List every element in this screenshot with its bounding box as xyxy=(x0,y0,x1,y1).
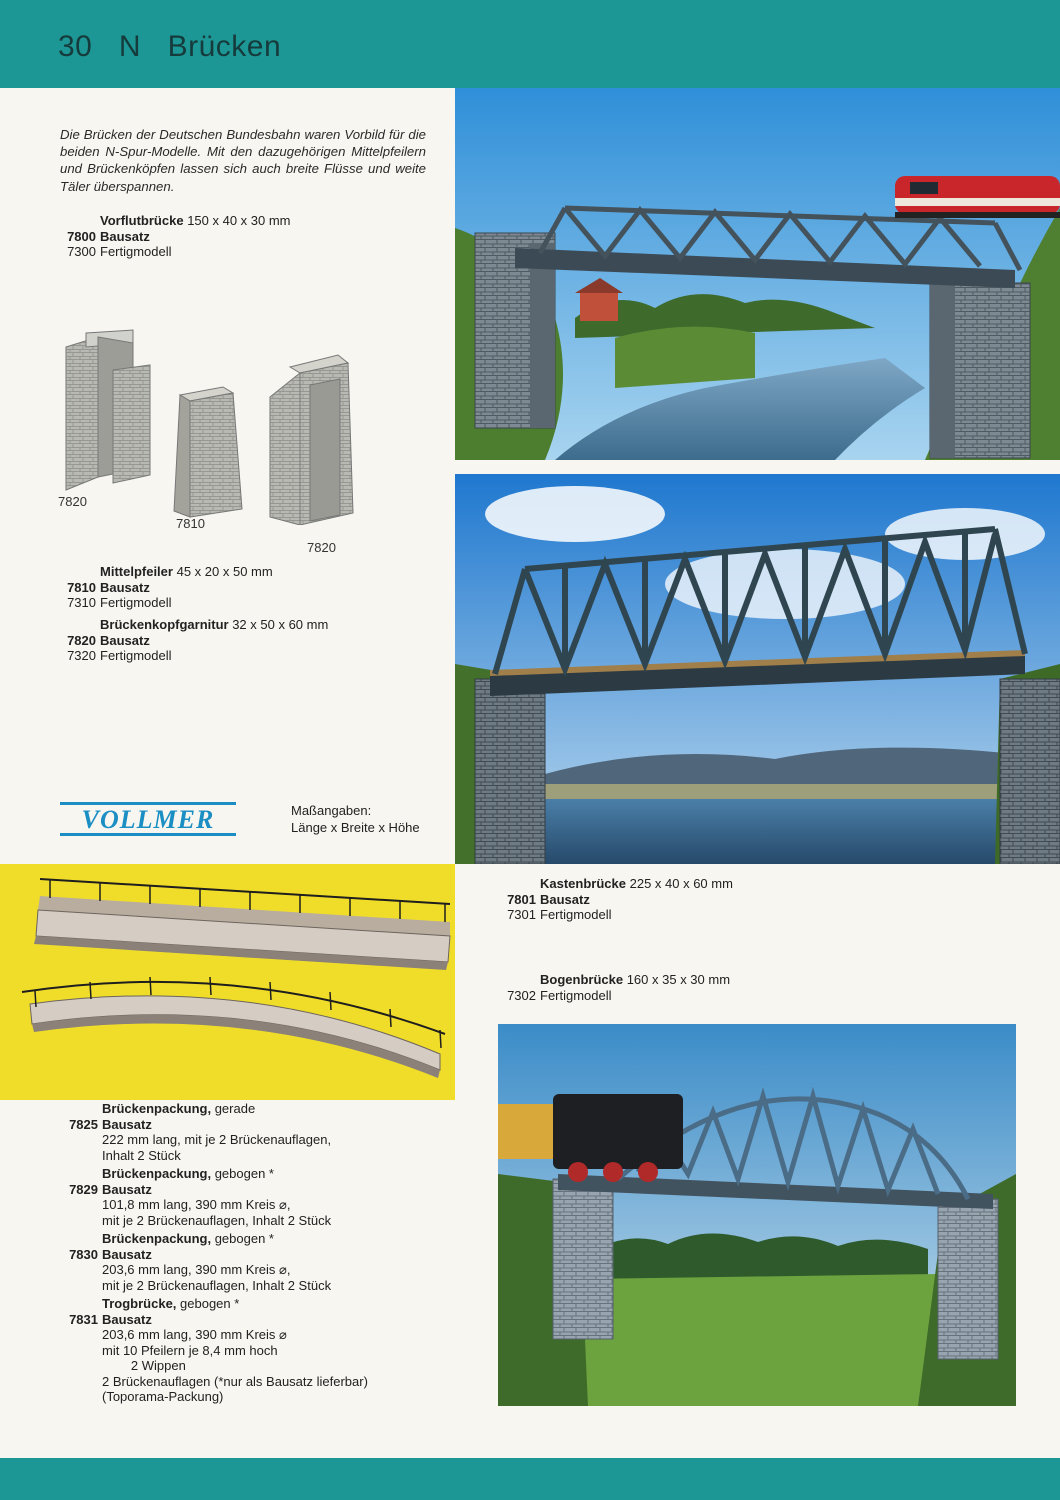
mittelpfeiler-entry: Mittelpfeiler 45 x 20 x 50 mm 7810 Bausatz 7310 Fertigmodell xyxy=(67,564,273,610)
kastenbruecke-entry: Kastenbrücke 225 x 40 x 60 mm 7801 Bausatz 7301 Fertigmodell xyxy=(507,876,733,922)
page-title: 30 N Brücken xyxy=(58,30,282,63)
pier-caption-right: 7820 xyxy=(307,540,336,555)
intro-text: Die Brücken der Deutschen Bundesbahn waren Vorbild für die beiden N-Spur-Modelle. Mit den dazugehörigen Mittelpfeilern und Brückenköpfen lassen sich auch breite Flüsse und weite Täler überspannen. xyxy=(60,127,426,194)
vorflutbruecke-photo xyxy=(455,88,1060,460)
svg-text:VOLLMER: VOLLMER xyxy=(81,805,215,834)
pack-7829: Brückenpackung, gebogen * 7829 Bausatz 101,8 mm lang, 390 mm Kreis ⌀, mit je 2 Brückenauflagen, Inhalt 2 Stück xyxy=(69,1166,332,1228)
pack-7825: Brückenpackung, gerade 7825 Bausatz 222 mm lang, mit je 2 Brückenauflagen, Inhalt 2 Stück xyxy=(69,1101,332,1163)
bridge-packs-image xyxy=(0,864,455,1100)
pier-caption-left: 7820 xyxy=(58,494,87,509)
kastenbruecke-photo xyxy=(455,474,1060,864)
pier-models-photo xyxy=(58,325,358,525)
vorflutbruecke-entry: Vorflutbrücke 150 x 40 x 30 mm 7800 Bausatz 7300 Fertigmodell xyxy=(67,213,291,259)
bridge-packs-panel xyxy=(0,864,455,1100)
pack-7831: Trogbrücke, gebogen * 7831 Bausatz 203,6 mm lang, 390 mm Kreis ⌀ mit 10 Pfeilern je 8,4 mm hoch 2 Wippen 2 Brückenauflagen (*nur als Bausatz lieferbar) (Toporama-Packung) xyxy=(69,1296,368,1404)
bridge-packs-list xyxy=(60,1101,445,1405)
bogenbruecke-entry: Bogenbrücke 160 x 35 x 30 mm 7302 Fertigmodell xyxy=(507,972,731,1003)
pack-7830: Brückenpackung, gebogen * 7830 Bausatz 203,6 mm lang, 390 mm Kreis ⌀, mit je 2 Brückenauflagen, Inhalt 2 Stück xyxy=(69,1231,332,1293)
vollmer-logo xyxy=(60,802,236,836)
pier-caption-middle: 7810 xyxy=(176,516,205,531)
bogenbruecke-photo xyxy=(498,1024,1016,1406)
footer-band xyxy=(0,1458,1060,1500)
dimensions-note: Maßangaben: Länge x Breite x Höhe xyxy=(291,803,420,835)
brueckenkopf-entry: Brückenkopfgarnitur 32 x 50 x 60 mm 7820 Bausatz 7320 Fertigmodell xyxy=(67,617,329,663)
